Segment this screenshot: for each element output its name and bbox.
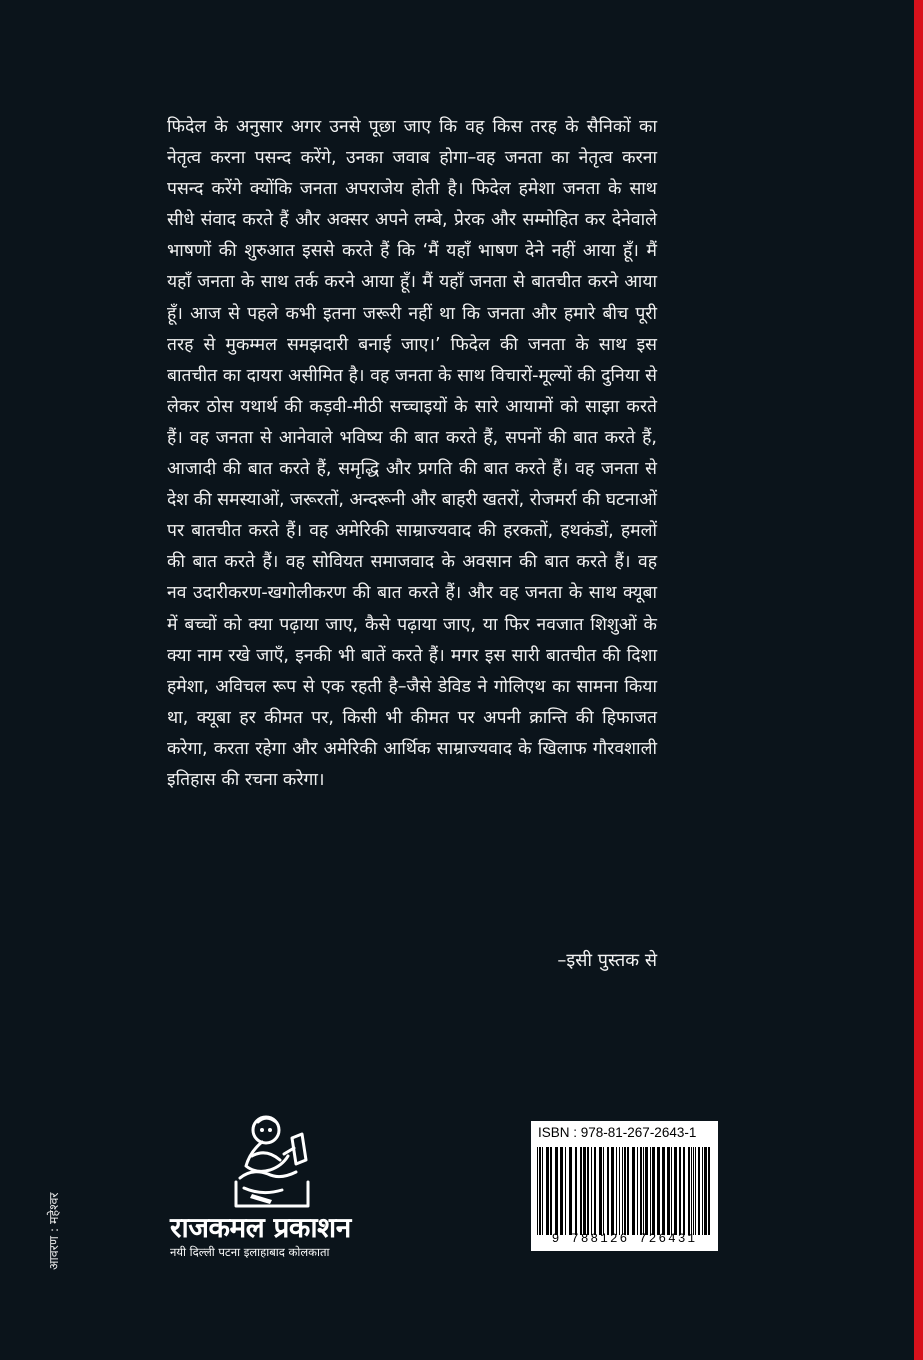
barcode-bar	[702, 1147, 703, 1235]
barcode-bar	[583, 1147, 586, 1235]
barcode-bar	[657, 1147, 660, 1235]
barcode-bar	[560, 1147, 563, 1235]
blurb-text: फिदेल के अनुसार अगर उनसे पूछा जाए कि वह किस तरह के सैनिकों का नेतृत्व करना पसन्द करेंगे, उनका जवाब होगा–वह जनता का नेतृत्व करना पसन्द करेंगे क्योंकि जनता अपराजेय होती है। फिदेल हमेशा जनता के साथ सीधे संवाद करते हैं और अक्सर अपने लम्बे, प्रेरक और सम्मोहित कर देनेवाले भाषणों की शुरुआत इससे करते हैं कि ‘मैं यहाँ भाषण देने नहीं आया हूँ। मैं यहाँ जनता के साथ तर्क करने आया हूँ। मैं यहाँ जनता से बातचीत करने आया हूँ। आज से पहले कभी इतना जरूरी नहीं था कि जनता और हमारे बीच पूरी तरह से मुकम्मल समझदारी बनाई जाए।’ फिदेल की जनता के साथ इस बातचीत का दायरा असीमित है। वह जनता के साथ विचारों-मूल्यों की दुनिया से लेकर ठोस यथार्थ की कड़वी-मीठी सच्चाइयों के सारे आयामों को साझा करते हैं। वह जनता से आनेवाले भविष्य की बात करते हैं, सपनों की बात करते हैं, आजादी की बात करते हैं, समृद्धि और प्रगति की बात करते हैं। वह जनता से देश की समस्याओं, जरूरतों, अन्दरूनी और बाहरी खतरों, रोजमर्रा की घटनाओं पर बातचीत करते हैं। वह अमेरिकी साम्राज्यवाद की हरकतों, हथकंडों, हमलों की बात करते हैं। वह सोवियत समाजवाद के अवसान की बात करते हैं। वह नव उदारीकरण-खगोलीकरण की बात करते हैं। और वह जनता के साथ क्यूबा में बच्चों को क्या पढ़ाया जाए, कैसे पढ़ाया जाए, या फिर नवजात शिशुओं के क्या नाम रखे जाएँ, इनकी भी बातें करते हैं। मगर इस सारी बातचीत की दिशा हमेशा, अविचल रूप से एक रहती है–जैसे डेविड ने गोलिएथ का सामना किया था, क्यूबा हर कीमत पर, किसी भी कीमत पर अपनी क्रान्ति की हिफाजत करेगा, करता रहेगा और अमेरिकी आर्थिक साम्राज्यवाद के खिलाफ गौरवशाली इतिहास की रचना करेगा।	[167, 117, 657, 790]
barcode-bar	[624, 1147, 626, 1235]
barcode-bar	[643, 1147, 644, 1235]
barcode-bar	[650, 1147, 651, 1235]
barcode-bar	[611, 1147, 614, 1235]
barcode-bar	[622, 1147, 623, 1235]
barcode-bar	[632, 1147, 635, 1235]
barcode-bar	[555, 1147, 558, 1235]
barcode-bar	[667, 1147, 670, 1235]
back-cover-blurb	[167, 112, 657, 796]
barcode-bar	[671, 1147, 672, 1235]
isbn-barcode-box	[531, 1121, 718, 1251]
cover-credit-text: आवरण : महेश्वर	[46, 1192, 61, 1270]
barcode-bar	[640, 1147, 642, 1235]
barcode-bar	[550, 1147, 552, 1235]
barcode-bar	[679, 1147, 681, 1235]
blurb-attribution: –इसी पुस्तक से	[557, 950, 657, 971]
barcode-bar	[569, 1147, 572, 1235]
red-spine-stripe	[914, 0, 923, 1360]
barcode-bar	[546, 1147, 549, 1235]
barcode-bar	[591, 1147, 592, 1235]
publisher-name: राजकमल प्रकाशन	[170, 1211, 351, 1244]
publisher-cities: नयी दिल्ली पटना इलाहाबाद कोलकाता	[170, 1245, 330, 1259]
barcode-digits: 9 788126 726431	[551, 1232, 698, 1246]
barcode-icon	[537, 1147, 713, 1235]
barcode-bar	[542, 1147, 543, 1235]
barcode-bar	[704, 1147, 707, 1235]
barcode-bar	[637, 1147, 638, 1235]
barcode-bar	[708, 1147, 710, 1235]
barcode-bar	[688, 1147, 690, 1235]
barcode-bar	[616, 1147, 617, 1235]
rajkamal-logo-icon	[222, 1108, 322, 1212]
barcode-bar	[599, 1147, 602, 1235]
barcode-bar	[580, 1147, 582, 1235]
barcode-bar	[594, 1147, 596, 1235]
barcode-bar	[691, 1147, 692, 1235]
barcode-bar	[645, 1147, 648, 1235]
barcode-bar	[662, 1147, 665, 1235]
barcode-bar	[693, 1147, 694, 1235]
barcode-bar	[537, 1147, 538, 1235]
barcode-bar	[683, 1147, 685, 1235]
barcode-bar	[674, 1147, 677, 1235]
barcode-bar	[603, 1147, 604, 1235]
barcode-bar	[652, 1147, 655, 1235]
cover-credit	[37, 1165, 67, 1270]
barcode-bar	[698, 1147, 700, 1235]
barcode-bar	[627, 1147, 629, 1235]
barcode-bar	[539, 1147, 541, 1235]
barcode-bar	[565, 1147, 566, 1235]
barcode-bar	[575, 1147, 577, 1235]
barcode-bar	[695, 1147, 696, 1235]
barcode-bar	[607, 1147, 609, 1235]
barcode-bar	[619, 1147, 620, 1235]
isbn-label: ISBN : 978-81-267-2643-1	[538, 1125, 697, 1140]
barcode-bar	[587, 1147, 589, 1235]
